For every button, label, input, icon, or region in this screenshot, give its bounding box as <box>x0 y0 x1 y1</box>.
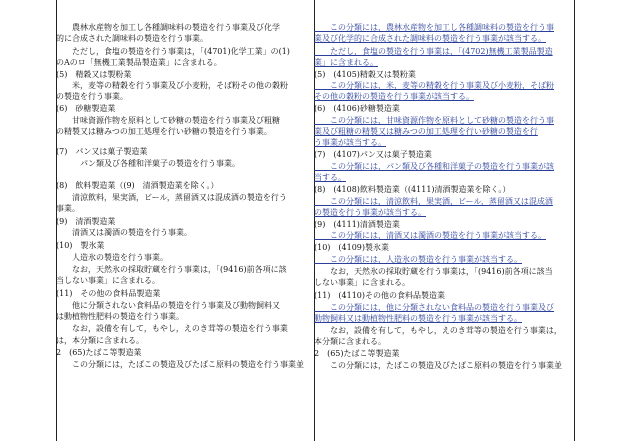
text-line: のAのロ「無機工業製品製造業」に含まれる。 <box>56 58 222 67</box>
text-line: 事業。 <box>56 204 80 213</box>
text-line: 他に分類されない食料品の製造を行う事業及び動物飼料又 <box>56 301 280 310</box>
text-line: なお，設備を有して，もやし，えのき茸等の製造を行う事業 <box>56 324 288 333</box>
section-heading: (8) 飲料製造業（(9) 清酒製造業を除く。） <box>56 181 219 190</box>
right-column <box>314 0 574 441</box>
text-line: 業及び化学的に合成された調味料の製造を行う事業が該当する。 <box>314 34 546 43</box>
section-heading: (9) 清酒製造業 <box>56 217 116 226</box>
section-heading: (6) (4106)砂糖製造業 <box>314 104 400 113</box>
text-line: この分類には，米，麦等の精穀を行う事業及び小麦粉，そば粉 <box>314 81 554 90</box>
column-rule-right <box>574 0 575 441</box>
text-line: この分類には，甘味資源作物を原料として砂糖の製造を行う事 <box>314 116 554 125</box>
text-line: 業及び粗糖の精製又は糖みつの加工処理を行い砂糖の製造を行 <box>314 127 538 136</box>
text-line: しない事業」に含まれる。 <box>314 278 410 287</box>
text-line: この分類には，清涼飲料，果実酒，ビール，蒸留酒又は混成酒 <box>314 197 553 206</box>
text-line: 本分類に含まれる。 <box>314 337 386 346</box>
text-line: 業」に含まれる。 <box>314 58 378 67</box>
text-line: この分類には，清酒又は濁酒の製造を行う事業が該当する。 <box>314 231 546 240</box>
text-line: は，本分類に含まれる。 <box>56 336 144 345</box>
text-line: 米，麦等の精穀を行う事業及び小麦粉，そば粉その他の穀粉 <box>56 81 288 90</box>
text-line: この分類には，パン類及び各種和洋菓子の製造を行う事業が該 <box>314 162 554 171</box>
text-line: 清涼飲料，果実酒，ビール，蒸留酒又は混成酒の製造を行う <box>56 193 287 202</box>
section-heading: (9) (4111)清酒製造業 <box>314 220 400 229</box>
text-line: 当しない事業」に含まれる。 <box>56 276 160 285</box>
text-line: この分類には，他に分類されない食料品の製造を行う事業及び <box>314 303 554 312</box>
text-line: ただし，食塩の製造を行う事業は，「(4701)化学工業」の(1) <box>56 47 290 56</box>
text-line: 的に合成された調味料の製造を行う事業。 <box>56 34 208 43</box>
section-heading: (5) (4105)精穀又は製粉業 <box>314 70 416 79</box>
section-heading: 2 (65)たばこ等製造業 <box>314 349 400 358</box>
text-line: 農林水産物を加工し各種調味料の製造を行う事業及び化学 <box>56 23 280 32</box>
text-line: この分類には，たばこの製造及びたばこ原料の製造を行う事業並 <box>56 360 304 369</box>
section-heading: (11) (4110)その他の食料品製造業 <box>314 291 446 300</box>
text-line: その他の穀粉の製造を行う事業が該当する。 <box>314 92 474 101</box>
text-line: 動物飼料又は動植物性肥料の製造を行う事業が該当する。 <box>314 314 522 323</box>
text-line: なお，設備を有して，もやし，えのき茸等の製造を行う事業は， <box>314 326 562 335</box>
text-line: この分類には，農林水産物を加工し各種調味料の製造を行う事 <box>314 23 554 32</box>
text-line: なお，天然氷の採取貯蔵を行う事業は，「(9416)前各項に該 <box>56 265 287 274</box>
section-heading: (5) 精穀又は製粉業 <box>56 70 132 79</box>
text-line: は動植物性肥料の製造を行う事業。 <box>56 312 184 321</box>
text-line: なお，天然氷の採取貯蔵を行う事業は，「(9416)前各項に該当 <box>314 267 553 276</box>
left-column <box>56 0 314 441</box>
text-line: 人造氷の製造を行う事業。 <box>56 253 168 262</box>
text-line: この分類には，人造氷の製造を行う事業が該当する。 <box>314 255 522 264</box>
text-line: 甘味資源作物を原料として砂糖の製造を行う事業及び粗糖 <box>56 116 280 125</box>
text-line: パン類及び各種和洋菓子の製造を行う事業。 <box>56 159 240 168</box>
section-heading: (10) (4109)製氷業 <box>314 243 390 252</box>
text-line: 清酒又は濁酒の製造を行う事業。 <box>56 228 192 237</box>
text-line: の精製又は糖みつの加工処理を行い砂糖の製造を行う事業。 <box>56 127 272 136</box>
text-line: ただし，食塩の製造を行う事業は，「(4702)無機工業製品製造 <box>314 47 553 56</box>
section-heading: (7) パン又は菓子製造業 <box>56 147 148 156</box>
text-line: の製造を行う事業。 <box>56 92 128 101</box>
section-heading: (8) (4108)飲料製造業（(4111)清酒製造業を除く。） <box>314 185 511 194</box>
text-line: う事業が該当する。 <box>314 138 386 147</box>
text-line: の製造を行う事業が該当する。 <box>314 208 426 217</box>
text-line: この分類には，たばこの製造及びたばこ原料の製造を行う事業並 <box>314 361 562 370</box>
section-heading: (10) 製氷業 <box>56 241 105 250</box>
text-line: 当する。 <box>314 173 346 182</box>
section-heading: (7) (4107)パン又は菓子製造業 <box>314 150 432 159</box>
section-heading: 2 (65)たばこ等製造業 <box>56 348 142 357</box>
section-heading: (6) 砂糖製造業 <box>56 104 116 113</box>
section-heading: (11) その他の食料品製造業 <box>56 289 161 298</box>
